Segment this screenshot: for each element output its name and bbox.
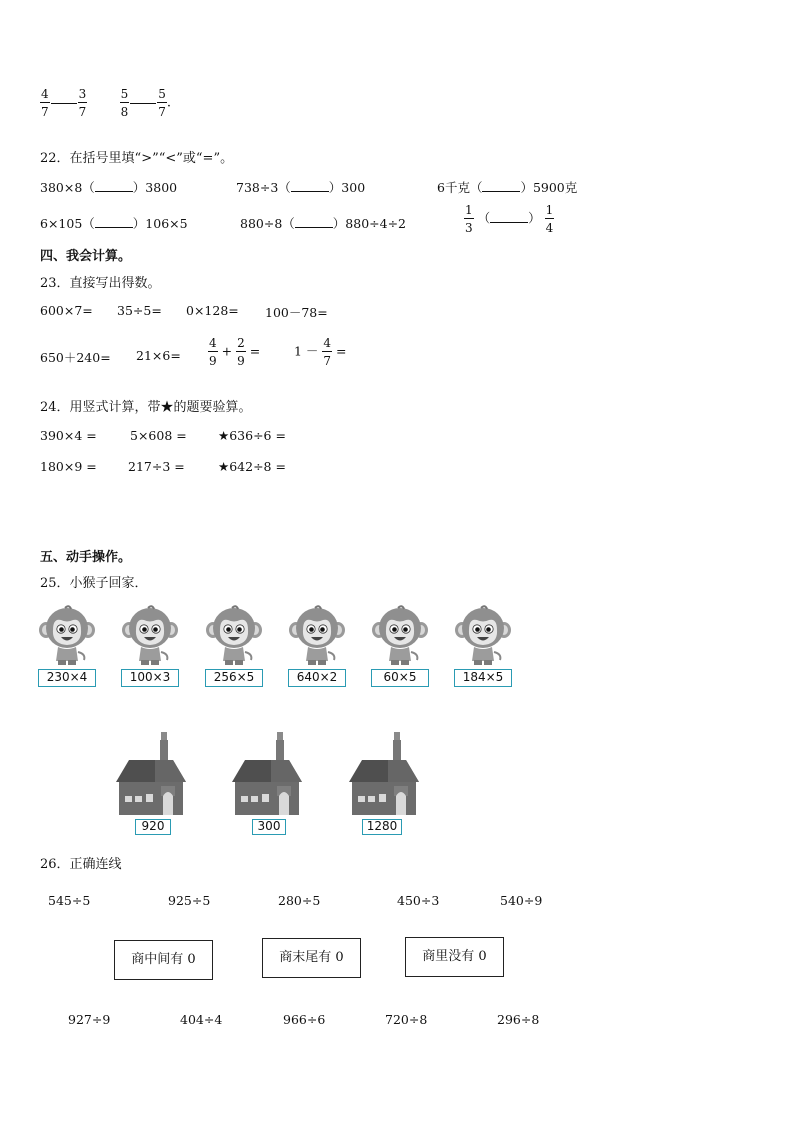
monkey-label: 230×4	[38, 669, 96, 687]
answer-blank[interactable]	[482, 181, 520, 192]
answer-blank[interactable]	[291, 181, 329, 192]
house-icon[interactable]	[115, 730, 187, 816]
q22-title: 22．在括号里填“>”“<”或“=”。	[40, 151, 234, 166]
monkey-icon[interactable]	[288, 604, 346, 666]
section-4-title: 四、我会计算。	[40, 249, 132, 264]
house-label: 1280	[362, 819, 402, 835]
answer-blank[interactable]	[95, 217, 133, 228]
q24-item: ★642÷8 =	[218, 459, 286, 474]
q22-item: 6×105（ ）106×5	[40, 216, 188, 231]
q23-item: 100－78=	[265, 305, 328, 320]
category-box[interactable]: 商里没有 0	[405, 937, 504, 977]
q25-title: 25．小猴子回家．	[40, 576, 148, 591]
q22-item: 738÷3（ ）300	[236, 180, 366, 195]
q22-item: $\frac{1}{3}$ （ ） $\frac{1}{4}$	[465, 203, 554, 235]
division-item[interactable]: 280÷5	[278, 893, 321, 908]
fraction: $\frac{4}{7}$	[323, 336, 332, 368]
q24-item: 217÷3 =	[128, 459, 185, 474]
house-label: 300	[252, 819, 286, 835]
answer-blank[interactable]	[490, 212, 528, 223]
q24-item: 390×4 =	[40, 428, 97, 443]
q24-item: 5×608 =	[130, 428, 187, 443]
monkey-icon[interactable]	[38, 604, 96, 666]
fraction: $\frac{5}{8}$	[120, 87, 129, 119]
monkey-label: 184×5	[454, 669, 512, 687]
monkey-icon[interactable]	[454, 604, 512, 666]
monkey-label: 100×3	[121, 669, 179, 687]
answer-blank[interactable]	[95, 181, 133, 192]
monkey-icon[interactable]	[121, 604, 179, 666]
house-label: 920	[135, 819, 171, 835]
division-item[interactable]: 545÷5	[48, 893, 91, 908]
monkey-label: 640×2	[288, 669, 346, 687]
monkey-label: 256×5	[205, 669, 263, 687]
answer-blank[interactable]	[295, 217, 333, 228]
q23-item: 35÷5=	[117, 303, 162, 318]
section-5-title: 五、动手操作。	[40, 550, 132, 565]
fraction: $\frac{4}{9}$	[209, 336, 217, 368]
top-fraction-compare: $\frac{4}{7}$ $\frac{3}{7}$ $\frac{5}{8}$ $\frac{5}{7}$ .	[41, 87, 171, 119]
division-item[interactable]: 450÷3	[397, 893, 440, 908]
q23-item: 21×6=	[136, 348, 181, 363]
division-item[interactable]: 540÷9	[500, 893, 543, 908]
monkey-icon[interactable]	[205, 604, 263, 666]
house-icon[interactable]	[231, 730, 303, 816]
fraction: $\frac{3}{7}$	[78, 87, 87, 119]
fraction: $\frac{5}{7}$	[158, 87, 166, 119]
q23-item: $\frac{4}{9}$ + $\frac{2}{9}$ =	[209, 336, 261, 368]
q24-item: 180×9 =	[40, 459, 97, 474]
q22-item: 380×8（ ）3800	[40, 180, 178, 195]
monkey-icon[interactable]	[371, 604, 429, 666]
category-box[interactable]: 商末尾有 0	[262, 938, 361, 978]
q24-title: 24．用竖式计算，带★的题要验算。	[40, 400, 252, 415]
house-icon[interactable]	[348, 730, 420, 816]
monkey-label: 60×5	[371, 669, 429, 687]
q23-item: 0×128=	[186, 303, 239, 318]
division-item[interactable]: 966÷6	[283, 1012, 326, 1027]
fraction: $\frac{2}{9}$	[237, 336, 245, 368]
answer-line	[130, 103, 156, 104]
q23-title: 23．直接写出得数。	[40, 276, 161, 291]
q23-item: 600×7=	[40, 303, 93, 318]
division-item[interactable]: 925÷5	[168, 893, 211, 908]
answer-line	[51, 103, 77, 104]
q23-item: 1 － $\frac{4}{7}$ =	[294, 336, 347, 368]
division-item[interactable]: 404÷4	[180, 1012, 223, 1027]
division-item[interactable]: 927÷9	[68, 1012, 111, 1027]
division-item[interactable]: 296÷8	[497, 1012, 540, 1027]
q26-title: 26．正确连线	[40, 857, 122, 872]
q23-item: 650＋240=	[40, 350, 111, 365]
category-box[interactable]: 商中间有 0	[114, 940, 213, 980]
q22-item: 880÷8（ ）880÷4÷2	[240, 216, 407, 231]
q22-item: 6千克（ ）5900克	[437, 180, 578, 195]
q24-item: ★636÷6 =	[218, 428, 286, 443]
fraction: $\frac{1}{4}$	[545, 203, 554, 235]
division-item[interactable]: 720÷8	[385, 1012, 428, 1027]
fraction: $\frac{1}{3}$	[465, 203, 473, 235]
fraction: $\frac{4}{7}$	[41, 87, 49, 119]
